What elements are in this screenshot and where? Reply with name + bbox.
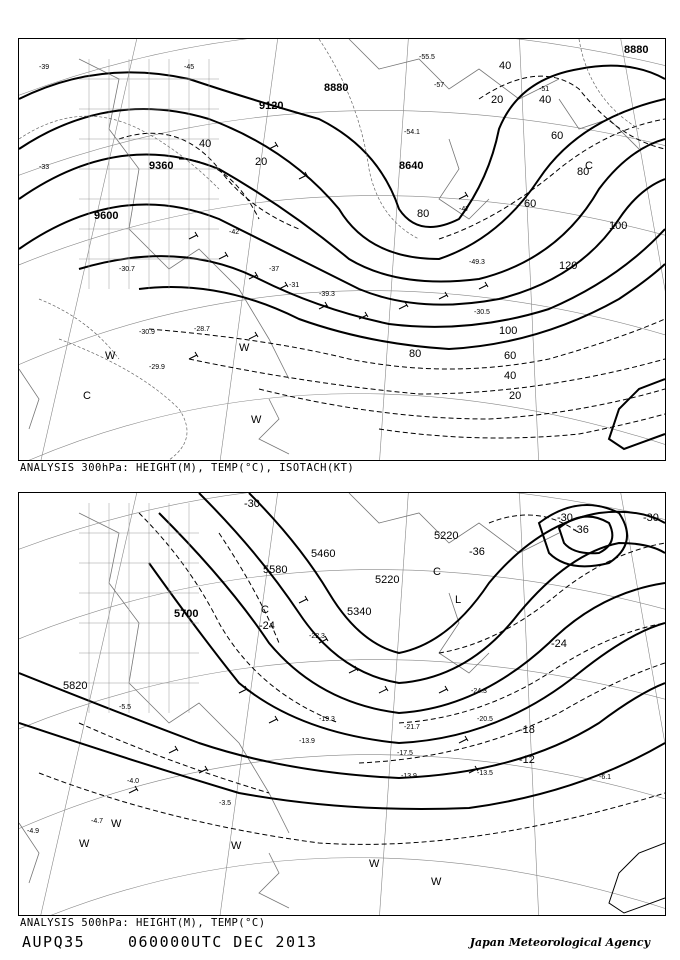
isotach-label: 80	[577, 166, 590, 178]
temp-label: -55.5	[419, 54, 435, 61]
map-panel-300hpa	[18, 38, 666, 461]
height-label: 8880	[624, 44, 649, 56]
height-label: 5580	[263, 564, 288, 576]
warm-marker: W	[111, 818, 122, 830]
graticule-300	[19, 39, 665, 460]
isotach-label: 20	[255, 156, 268, 168]
temp-label: -29.9	[149, 364, 165, 371]
height-label: 5460	[311, 548, 336, 560]
coastline-alaska	[609, 843, 665, 913]
isotach-label: 60	[551, 130, 564, 142]
station-label: -19.3	[319, 716, 335, 723]
isotach-label: 40	[539, 94, 552, 106]
station-label: -20.5	[477, 716, 493, 723]
temp-label: -54.1	[404, 129, 420, 136]
height-label: 5700	[174, 608, 199, 620]
wind-barbs-500	[129, 596, 478, 793]
temp-label: -30	[244, 498, 260, 510]
temp-label: -30.9	[139, 329, 155, 336]
temp-label: -51	[539, 86, 550, 93]
station-label: -24.3	[471, 688, 487, 695]
isotach-closed-contour	[609, 379, 665, 449]
labels-500	[27, 498, 659, 888]
isotach-label: 120	[559, 260, 578, 272]
temp-label: -57	[434, 82, 445, 89]
isotach-label: 80	[409, 348, 422, 360]
temp-label: -30	[643, 512, 659, 524]
height-label: 8880	[324, 82, 349, 94]
caption-500hpa: ANALYSIS 500hPa: HEIGHT(M), TEMP(°C)	[20, 917, 266, 929]
warm-marker: W	[251, 414, 262, 426]
isotach-label: 20	[491, 94, 504, 106]
height-label: 5340	[347, 606, 372, 618]
isotach-label: 80	[417, 208, 430, 220]
isotach-label: 20	[509, 390, 522, 402]
height-contours-300	[19, 66, 665, 349]
temp-label: -47	[459, 206, 470, 213]
isotach-label: 100	[499, 325, 518, 337]
warm-marker: W	[105, 350, 116, 362]
station-label: -17.5	[397, 750, 413, 757]
temp-label: -24	[551, 638, 567, 650]
station-label: -4.0	[127, 778, 140, 785]
temp-label: -30	[557, 512, 573, 524]
height-label: 5820	[63, 680, 88, 692]
chart-identifier: AUPQ35	[22, 933, 86, 951]
station-label: -22.3	[309, 633, 325, 640]
height-label: 5220	[434, 530, 459, 542]
graticule-500	[19, 493, 665, 915]
isotach-label: 60	[504, 350, 517, 362]
warm-marker: W	[231, 840, 242, 852]
station-label: -21.7	[404, 724, 420, 731]
isotach-label: 40	[504, 370, 517, 382]
isotach-label: 100	[609, 220, 628, 232]
cold-marker: C	[585, 160, 593, 172]
valid-time: 060000UTC DEC 2013	[128, 933, 318, 951]
warm-marker: W	[79, 838, 90, 850]
isotach-label: 40	[199, 138, 212, 150]
height-label: 5220	[375, 574, 400, 586]
height-label: 9600	[94, 210, 119, 222]
temp-label: -30.7	[119, 266, 135, 273]
labels-300	[39, 44, 648, 426]
station-label: -13.9	[299, 738, 315, 745]
isotach-label: 40	[499, 60, 512, 72]
height-label: 8640	[399, 160, 424, 172]
height-label: 9360	[149, 160, 174, 172]
low-marker: L	[455, 594, 462, 606]
station-label: -4.9	[27, 828, 40, 835]
temp-label: -36	[469, 546, 485, 558]
agency-credit: Japan Meteorological Agency	[469, 936, 650, 949]
height-label: 9120	[259, 100, 284, 112]
station-label: -13.5	[477, 770, 493, 777]
hatched-area-300	[79, 59, 219, 289]
station-label: -3.5	[219, 800, 232, 807]
isotach-label: 60	[524, 198, 537, 210]
temp-label: -49.3	[469, 259, 485, 266]
warm-marker: W	[369, 858, 380, 870]
temp-label: -30.5	[474, 309, 490, 316]
temp-label: -24	[259, 620, 275, 632]
warm-marker: W	[431, 876, 442, 888]
temp-label: -28.7	[194, 326, 210, 333]
temp-label: -12	[519, 754, 535, 766]
temp-label: -39.3	[319, 291, 335, 298]
caption-300hpa: ANALYSIS 300hPa: HEIGHT(M), TEMP(°C), ISOTACH(KT)	[20, 462, 355, 474]
isotach-contours-300	[119, 76, 665, 438]
station-label: -6.1	[599, 774, 612, 781]
map-canvas-500hpa	[19, 493, 665, 915]
temp-label: -45	[184, 64, 195, 71]
temp-label: -37	[269, 266, 280, 273]
map-panel-500hpa	[18, 492, 666, 916]
warm-marker: W	[239, 342, 250, 354]
map-canvas-300hpa	[19, 39, 665, 460]
temp-label: -18	[519, 724, 535, 736]
height-contours-500	[19, 493, 665, 809]
temp-label: -33	[39, 164, 50, 171]
temp-label: -42	[229, 229, 240, 236]
temp-label: -36	[573, 524, 589, 536]
temp-label: -39	[39, 64, 50, 71]
cold-marker: C	[261, 604, 269, 616]
cold-marker: C	[83, 390, 91, 402]
station-label: -5.5	[119, 704, 132, 711]
temp-label: -31	[289, 282, 300, 289]
station-label: -4.7	[91, 818, 104, 825]
cold-marker: C	[433, 566, 441, 578]
station-label: -13.9	[401, 773, 417, 780]
